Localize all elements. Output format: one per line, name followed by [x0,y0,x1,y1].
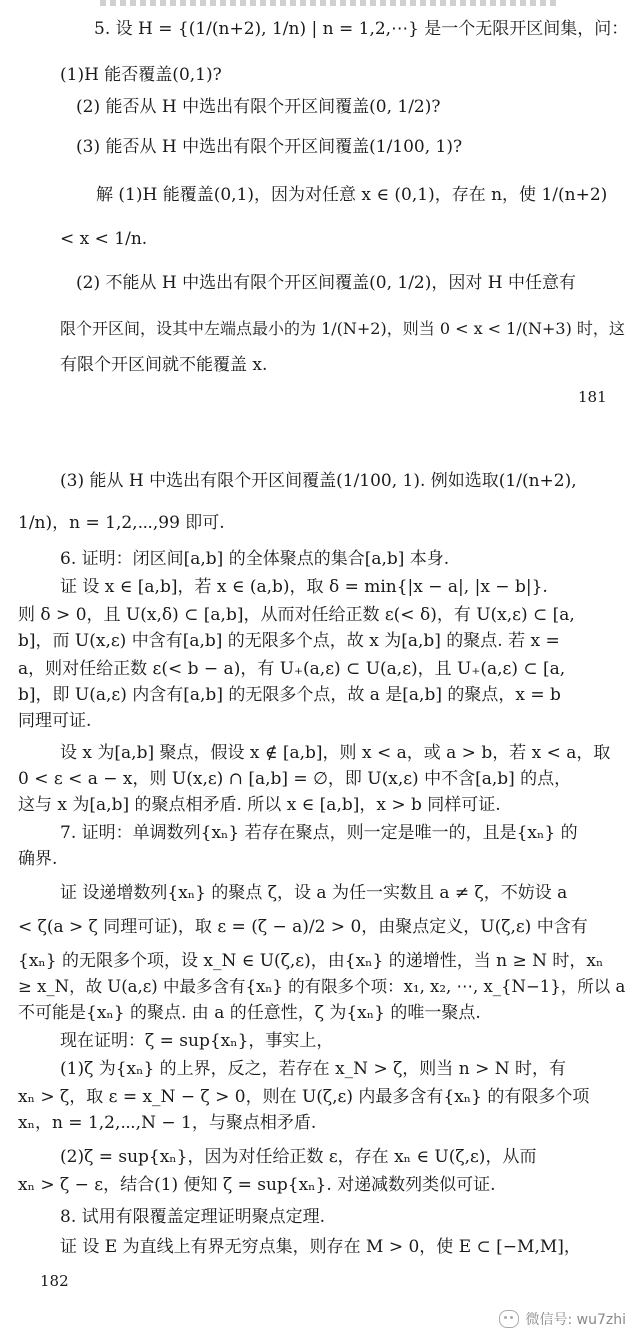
text-line: (2) 能否从 H 中选出有限个开区间覆盖(0, 1/2)? [76,97,441,117]
text-line: (2)ζ = sup{xₙ}，因为对任给正数 ε，存在 xₙ ∈ U(ζ,ε)，从而 [60,1147,537,1167]
text-line: 这与 x 为[a,b] 的聚点相矛盾. 所以 x ∈ [a,b]，x > b 同样可证. [18,795,501,815]
text-line: {xₙ} 的无限多个项，设 x_N ∈ U(ζ,ε)，由{xₙ} 的递增性，当 n ≥ N 时，xₙ [18,951,604,971]
text-line: 1/n)，n = 1,2,⋯,99 即可. [18,513,225,533]
text-line: xₙ > ζ，取 ε = x_N − ζ > 0，则在 U(ζ,ε) 内最多含有{xₙ} 的有限多个项 [18,1087,590,1107]
text-line: 证 设递增数列{xₙ} 的聚点 ζ，设 a 为任一实数且 a ≠ ζ，不妨设 a [60,883,568,903]
text-line: 证 设 E 为直线上有界无穷点集，则存在 M > 0，使 E ⊂ [−M,M]， [60,1237,581,1257]
text-line: b]，而 U(x,ε) 中含有[a,b] 的无限多个点，故 x 为[a,b] 的聚点. 若 x = [18,631,560,651]
text-line: (3) 能从 H 中选出有限个开区间覆盖(1/100, 1). 例如选取(1/(n+2), [60,471,577,491]
text-line: 解 (1)H 能覆盖(0,1)，因为对任意 x ∈ (0,1)，存在 n，使 1/(n+2) [96,185,608,205]
watermark-text: 微信号: wu7zhi [525,1312,626,1328]
text-line: 设 x 为[a,b] 聚点，假设 x ∉ [a,b]，则 x < a，或 a > b，若 x < a，取 [60,743,611,763]
text-line: xₙ，n = 1,2,⋯,N − 1，与聚点相矛盾. [18,1113,317,1133]
text-line: ≥ x_N，故 U(a,ε) 中最多含有{xₙ} 的有限多个项：x₁, x₂, ⋯, x_{N−1}，所以 a [18,977,626,996]
text-line: 不可能是{xₙ} 的聚点. 由 a 的任意性，ζ 为{xₙ} 的唯一聚点. [18,1003,481,1023]
text-line: 限个开区间，设其中左端点最小的为 1/(N+2)，则当 0 < x < 1/(N+3) 时，这 [60,319,625,338]
text-line: 证 设 x ∈ [a,b]，若 x ∈ (a,b)，取 δ = min{|x − a|, |x − b|}. [60,577,548,597]
text-line: xₙ > ζ − ε，结合(1) 便知 ζ = sup{xₙ}. 对递减数列类似可证. [18,1175,496,1195]
page-gap [0,420,640,440]
text-line: a，则对任给正数 ε(< b − a)，有 U₊(a,ε) ⊂ U(a,ε)，且 U₊(a,ε) ⊂ [a, [18,659,566,679]
text-line: (2) 不能从 H 中选出有限个开区间覆盖(0, 1/2)，因对 H 中任意有 [76,273,576,293]
text-line: 现在证明：ζ = sup{xₙ}，事实上， [60,1031,334,1051]
text-line: (3) 能否从 H 中选出有限个开区间覆盖(1/100, 1)? [76,137,463,157]
text-line: 6. 证明：闭区间[a,b] 的全体聚点的集合[a,b] 本身. [60,549,450,569]
text-line: 0 < ε < a − x，则 U(x,ε) ∩ [a,b] = ∅，即 U(x,ε) 中不含[a,b] 的点， [18,769,572,789]
watermark [499,1309,626,1329]
text-line: (1)H 能否覆盖(0,1)? [60,65,222,85]
text-line: 则 δ > 0，且 U(x,δ) ⊂ [a,b]，从而对任给正数 ε(< δ)，有 U(x,ε) ⊂ [a, [18,605,575,625]
text-line: 确界. [18,849,58,869]
text-line: 8. 试用有限覆盖定理证明聚点定理. [60,1207,326,1227]
page-number: 181 [578,388,607,406]
text-line: (1)ζ 为{xₙ} 的上界，反之，若存在 x_N > ζ，则当 n > N 时，有 [60,1059,566,1079]
wechat-icon [499,1310,519,1328]
page-182 [0,440,640,1339]
text-line: 同理可证. [18,711,92,731]
text-line: 7. 证明：单调数列{xₙ} 若存在聚点，则一定是唯一的，且是{xₙ} 的 [60,823,578,843]
page-181 [0,0,640,420]
page-number: 182 [40,1272,69,1290]
text-line: < ζ(a > ζ 同理可证)，取 ε = (ζ − a)/2 > 0，由聚点定义，U(ζ,ε) 中含有 [18,917,588,937]
text-line: 5. 设 H = {(1/(n+2), 1/n) | n = 1,2,⋯} 是一个无限开区间集，问： [94,19,629,39]
text-line: < x < 1/n. [60,229,148,249]
text-line: b]，即 U(a,ε) 内含有[a,b] 的无限多个点，故 a 是[a,b] 的聚点，x = b [18,685,561,705]
text-line: 有限个开区间就不能覆盖 x. [60,355,268,375]
top-edge-artifact [100,0,560,6]
